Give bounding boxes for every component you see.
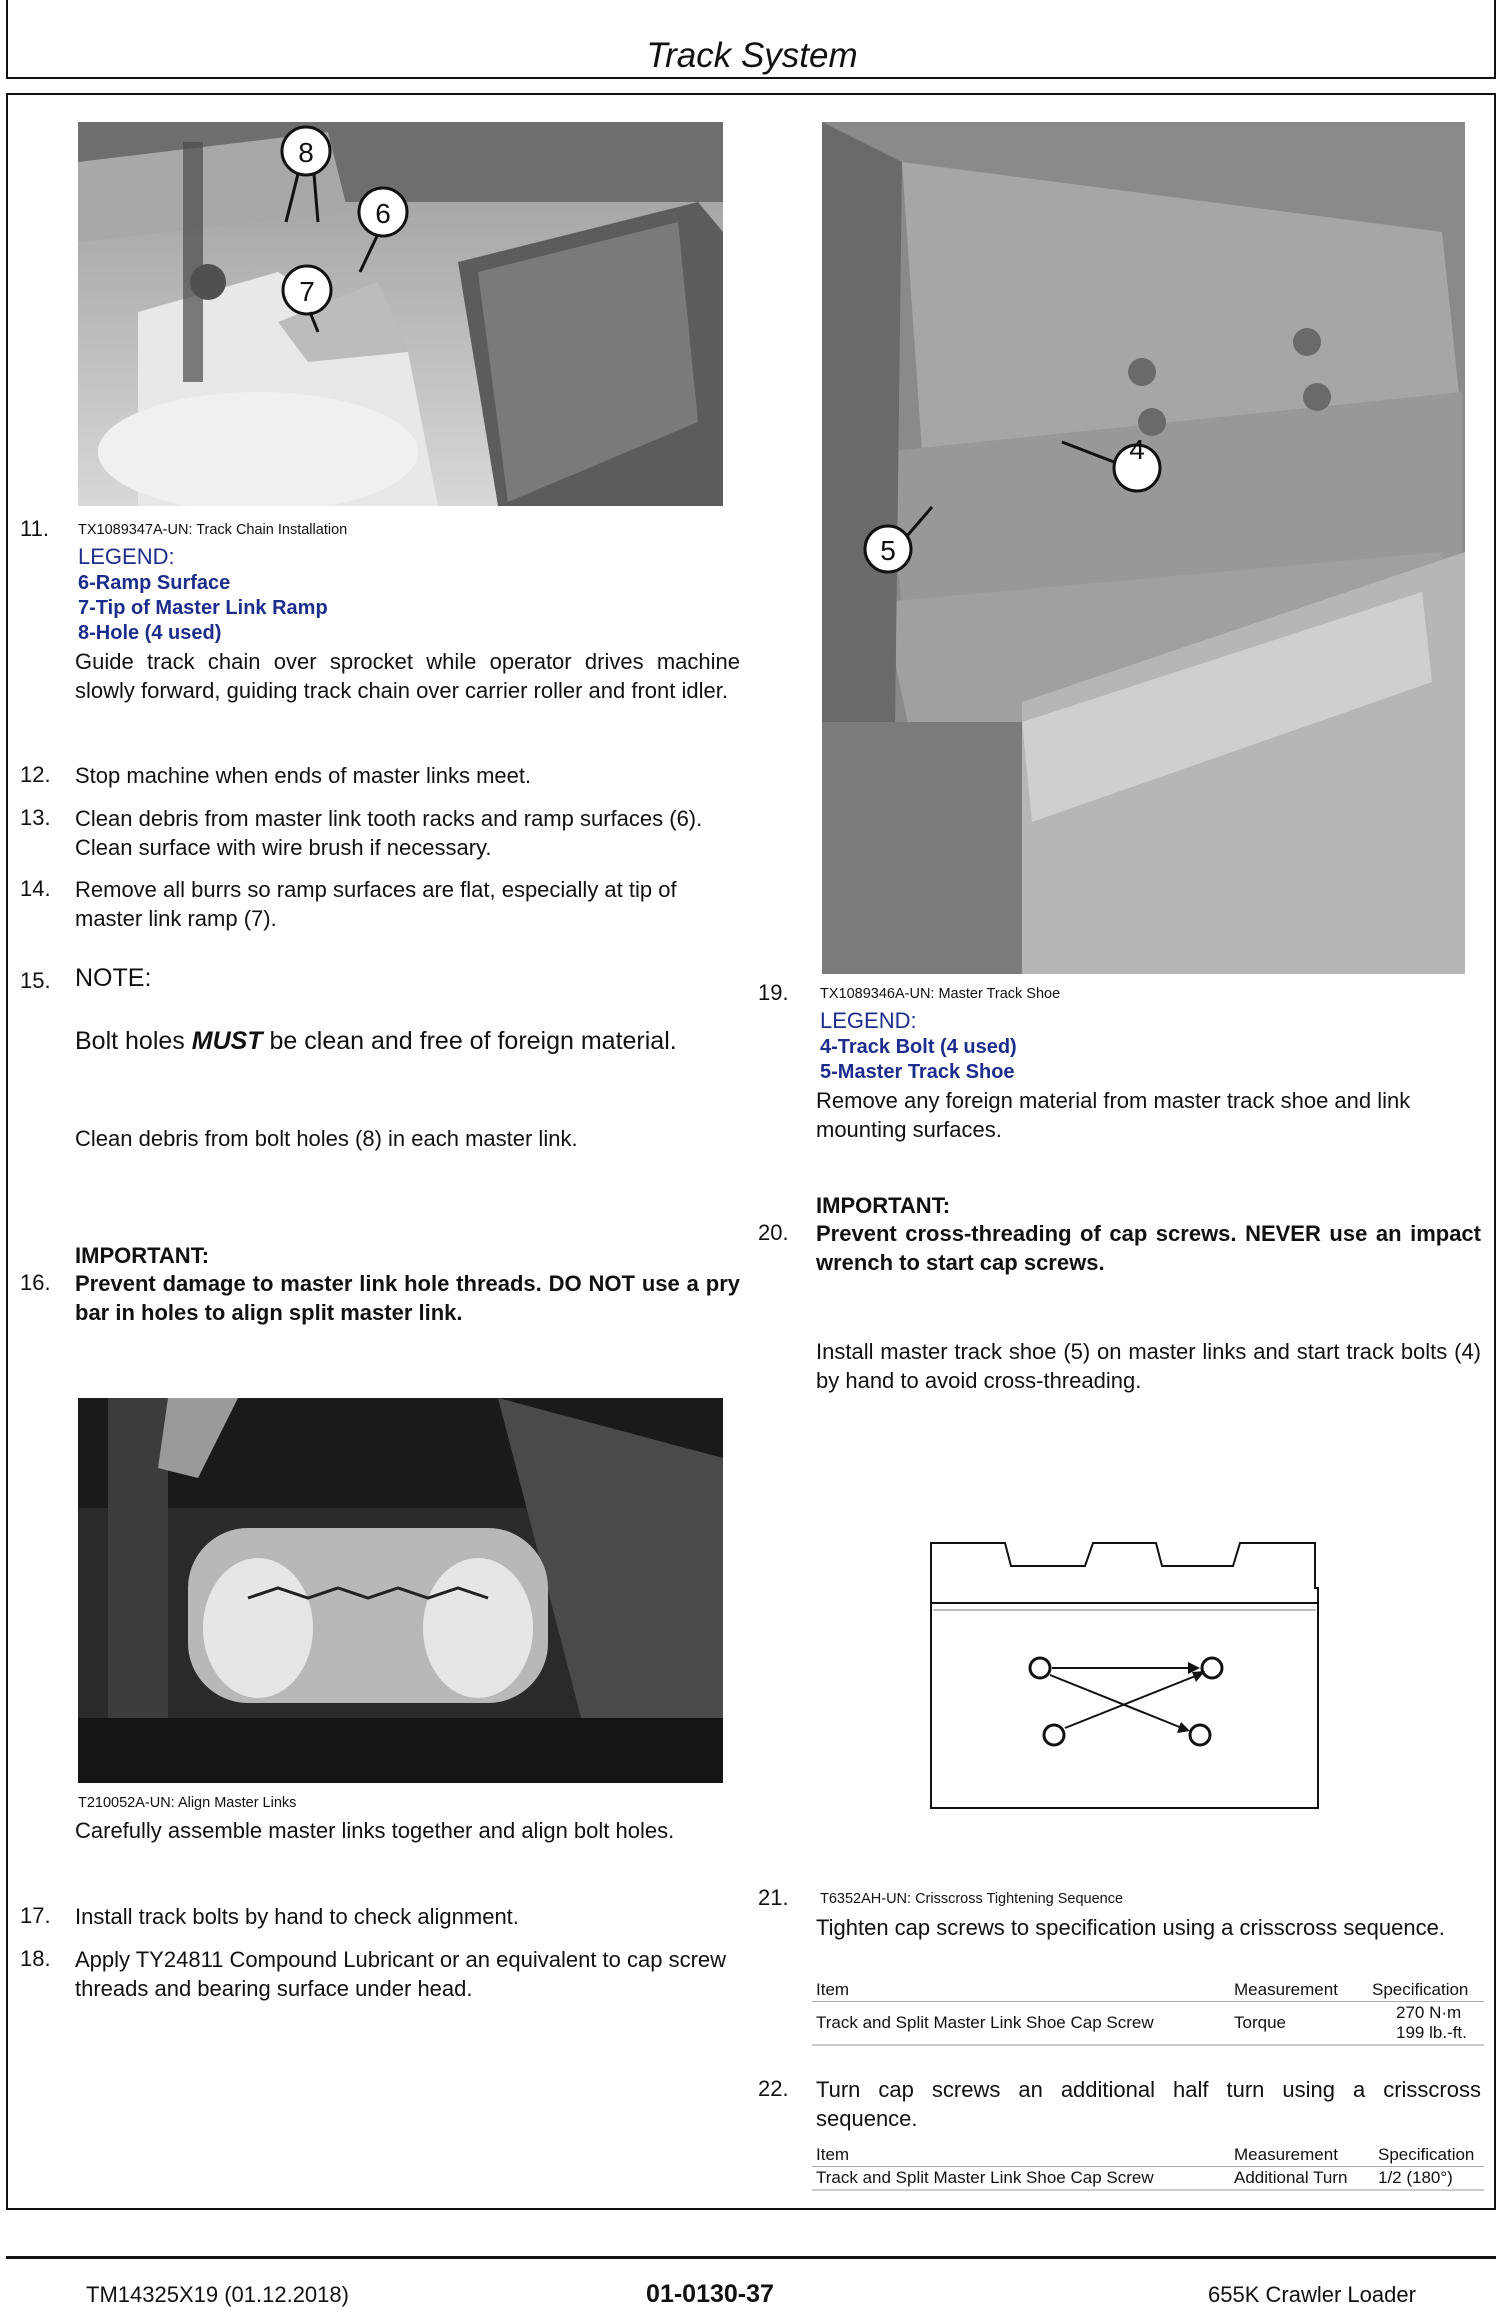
- align-master-links-photo: [78, 1398, 723, 1783]
- align-master-links-text: Carefully assemble master links together and align bolt holes.: [75, 1818, 675, 1843]
- additional-turn-spec-table: [812, 2144, 1484, 2191]
- callout-5: 5: [880, 535, 896, 566]
- step-12-number: 12.: [20, 762, 51, 787]
- note-emphasis: MUST: [191, 1027, 263, 1055]
- torque-spec-table: [812, 1979, 1484, 2046]
- note-text-end: be clean and free of foreign material.: [262, 1027, 677, 1055]
- track-chain-installation-photo: [78, 122, 723, 506]
- step-14-number: 14.: [20, 876, 51, 901]
- note-text: [75, 1027, 677, 1056]
- table-row: [812, 2167, 1484, 2191]
- table-cell-item: Track and Split Master Link Shoe Cap Screw: [812, 2002, 1230, 2046]
- figure-caption-align-master-links: T210052A-UN: Align Master Links: [78, 1795, 297, 1811]
- step-12-text: Stop machine when ends of master links meet.: [75, 763, 532, 788]
- callout-7: 7: [299, 276, 315, 307]
- step-18-number: 18.: [20, 1946, 51, 1971]
- column-header-specification: Specification: [1368, 1979, 1484, 2002]
- note-text-start: Bolt holes: [75, 1027, 192, 1055]
- table-cell-measurement: Additional Turn: [1230, 2167, 1374, 2191]
- column-header-item: Item: [812, 2144, 1230, 2167]
- callout-6: 6: [375, 198, 391, 229]
- spec-imperial: 199 lb.-ft.: [1396, 2023, 1467, 2042]
- column-header-measurement: Measurement: [1230, 2144, 1374, 2167]
- table-cell-item: Track and Split Master Link Shoe Cap Screw: [812, 2167, 1230, 2191]
- step-16-warning: Prevent damage to master link hole threads. DO NOT use a pry bar in holes to align split master link.: [75, 1271, 740, 1325]
- footer-machine-model: 655K Crawler Loader: [1208, 2282, 1416, 2307]
- legend-item-track-bolt: 4-Track Bolt (4 used): [820, 1036, 1017, 1058]
- step-17-number: 17.: [20, 1903, 51, 1928]
- step-22-text: Turn cap screws an additional half turn using a crisscross sequence.: [816, 2077, 1481, 2131]
- figure-caption-track-chain: TX1089347A-UN: Track Chain Installation: [78, 522, 348, 538]
- additional-turn-table-header: [812, 2144, 1484, 2167]
- table-cell-specification: 1/2 (180°): [1374, 2167, 1484, 2191]
- table-cell-measurement: Torque: [1230, 2002, 1368, 2046]
- step-14-text: Remove all burrs so ramp surfaces are flat, especially at tip of master link ramp (7).: [75, 877, 677, 931]
- step-19-text: Remove any foreign material from master track shoe and link mounting surfaces.: [816, 1088, 1411, 1142]
- step-21-text: Tighten cap screws to specification using a crisscross sequence.: [816, 1915, 1445, 1940]
- step-20-number: 20.: [758, 1220, 789, 1245]
- step-15-text: Clean debris from bolt holes (8) in each master link.: [75, 1126, 578, 1151]
- legend-title-right: LEGEND:: [820, 1008, 917, 1033]
- legend-item-master-track-shoe: 5-Master Track Shoe: [820, 1061, 1015, 1083]
- step-15-number: 15.: [20, 968, 51, 993]
- legend-item-master-link-ramp: 7-Tip of Master Link Ramp: [78, 597, 328, 619]
- figure-caption-master-track-shoe: TX1089346A-UN: Master Track Shoe: [820, 986, 1061, 1002]
- step-21-number: 21.: [758, 1885, 789, 1910]
- page-title: Track System: [646, 36, 858, 75]
- callout-4: 4: [1129, 434, 1145, 465]
- column-header-measurement: Measurement: [1230, 1979, 1368, 2002]
- torque-spec-table-header: [812, 1979, 1484, 2002]
- step-20-text: Install master track shoe (5) on master links and start track bolts (4) by hand to avoid cross-threading.: [816, 1339, 1481, 1393]
- step-18-text: Apply TY24811 Compound Lubricant or an equivalent to cap screw threads and bearing surface under head.: [75, 1947, 727, 2001]
- master-track-shoe-photo: [822, 122, 1465, 974]
- legend-item-hole: 8-Hole (4 used): [78, 622, 222, 644]
- step-13-number: 13.: [20, 805, 51, 830]
- footer-document-id: TM14325X19 (01.12.2018): [86, 2282, 349, 2307]
- footer-divider: [6, 2256, 1496, 2259]
- crisscross-tightening-diagram: [930, 1538, 1325, 1810]
- table-row: [812, 2002, 1484, 2046]
- step-16-number: 16.: [20, 1270, 51, 1295]
- important-label-step-20: IMPORTANT:: [816, 1193, 951, 1218]
- spec-metric: 270 N·m: [1396, 2003, 1462, 2022]
- step-13-text: Clean debris from master link tooth racks and ramp surfaces (6). Clean surface with wire brush if necessary.: [75, 806, 703, 860]
- legend-title: LEGEND:: [78, 544, 175, 569]
- step-20-warning: Prevent cross-threading of cap screws. NEVER use an impact wrench to start cap screws.: [816, 1221, 1481, 1275]
- column-header-item: Item: [812, 1979, 1230, 2002]
- column-header-specification: Specification: [1374, 2144, 1484, 2167]
- legend-item-ramp-surface: 6-Ramp Surface: [78, 572, 231, 594]
- figure-caption-crisscross: T6352AH-UN: Crisscross Tightening Sequence: [820, 1891, 1124, 1907]
- note-label: NOTE:: [75, 964, 152, 992]
- important-label-step-16: IMPORTANT:: [75, 1243, 210, 1268]
- step-11-text: Guide track chain over sprocket while operator drives machine slowly forward, guiding track chain over carrier roller and front idler.: [75, 649, 740, 703]
- callout-8: 8: [298, 137, 314, 168]
- step-22-number: 22.: [758, 2076, 789, 2101]
- step-11-number: 11.: [20, 516, 49, 541]
- footer-page-number: 01-0130-37: [646, 2280, 774, 2308]
- step-17-text: Install track bolts by hand to check alignment.: [75, 1904, 519, 1929]
- step-19-number: 19.: [758, 980, 789, 1005]
- table-cell-specification: [1368, 2002, 1484, 2046]
